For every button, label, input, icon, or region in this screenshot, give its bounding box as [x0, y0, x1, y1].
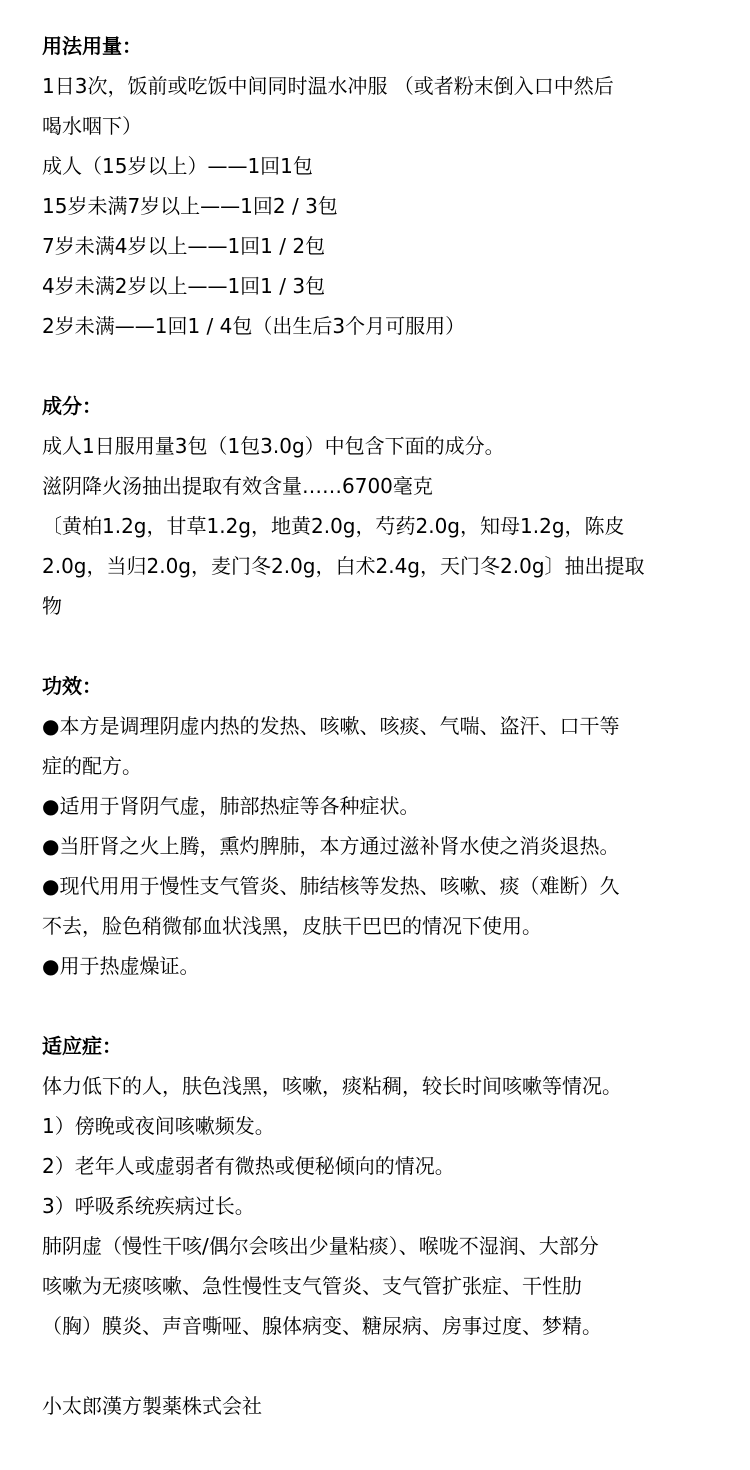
indications-line: 咳嗽为无痰咳嗽、急性慢性支气管炎、支气管扩张症、干性肋 [42, 1274, 582, 1298]
dose-line: 4岁未满2岁以上——1回1 / 3包 [42, 274, 326, 298]
indications-heading: 适应症： [42, 1034, 122, 1058]
section-spacer [42, 986, 718, 1026]
section-spacer [42, 346, 718, 386]
indications-line: 肺阴虚（慢性干咳/偶尔会咳出少量粘痰）、喉咙不湿润、大部分 [42, 1234, 599, 1258]
usage-intro-line: 喝水咽下） [42, 114, 142, 138]
dose-line: 成人（15岁以上）——1回1包 [42, 154, 313, 178]
manufacturer-name: 小太郎漢方製薬株式会社 [42, 1394, 262, 1418]
indications-line: 2）老年人或虚弱者有微热或便秘倾向的情况。 [42, 1154, 455, 1178]
section-spacer [42, 626, 718, 666]
indications-line: （胸）膜炎、声音嘶哑、腺体病变、糖尿病、房事过度、梦精。 [42, 1314, 602, 1338]
effects-heading: 功效： [42, 674, 102, 698]
indications-line: 3）呼吸系统疾病过长。 [42, 1194, 255, 1218]
dose-line: 2岁未满——1回1 / 4包（出生后3个月可服用） [42, 314, 466, 338]
document-body [42, 26, 718, 1426]
effects-line: ●当肝肾之火上腾，熏灼脾肺，本方通过滋补肾水使之消炎退热。 [42, 834, 620, 858]
effects-line: 不去，脸色稍微郁血状浅黑，皮肤干巴巴的情况下使用。 [42, 914, 542, 938]
ingredients-line: 滋阴降火汤抽出提取有效含量……6700毫克 [42, 474, 433, 498]
indications-line: 1）傍晚或夜间咳嗽频发。 [42, 1114, 275, 1138]
ingredients-line: 〔黄柏1.2g，甘草1.2g，地黄2.0g，芍药2.0g，知母1.2g，陈皮 [42, 514, 625, 538]
usage-heading: 用法用量： [42, 34, 142, 58]
ingredients-line: 成人1日服用量3包（1包3.0g）中包含下面的成分。 [42, 434, 505, 458]
dose-line: 7岁未满4岁以上——1回1 / 2包 [42, 234, 326, 258]
ingredients-heading: 成分： [42, 394, 102, 418]
ingredients-line: 2.0g，当归2.0g，麦门冬2.0g，白术2.4g，天门冬2.0g〕抽出提取 [42, 554, 645, 578]
effects-line: ●现代用用于慢性支气管炎、肺结核等发热、咳嗽、痰（难断）久 [42, 874, 620, 898]
effects-line: ●本方是调理阴虚内热的发热、咳嗽、咳痰、气喘、盗汗、口干等 [42, 714, 620, 738]
usage-intro-line: 1日3次，饭前或吃饭中间同时温水冲服 （或者粉末倒入口中然后 [42, 74, 614, 98]
section-spacer [42, 1346, 718, 1386]
effects-line: ●适用于肾阴气虚，肺部热症等各种症状。 [42, 794, 420, 818]
effects-line: ●用于热虚燥证。 [42, 954, 200, 978]
ingredients-line: 物 [42, 594, 62, 618]
effects-line: 症的配方。 [42, 754, 142, 778]
dose-line: 15岁未满7岁以上——1回2 / 3包 [42, 194, 338, 218]
indications-line: 体力低下的人，肤色浅黑，咳嗽，痰粘稠，较长时间咳嗽等情况。 [42, 1074, 622, 1098]
